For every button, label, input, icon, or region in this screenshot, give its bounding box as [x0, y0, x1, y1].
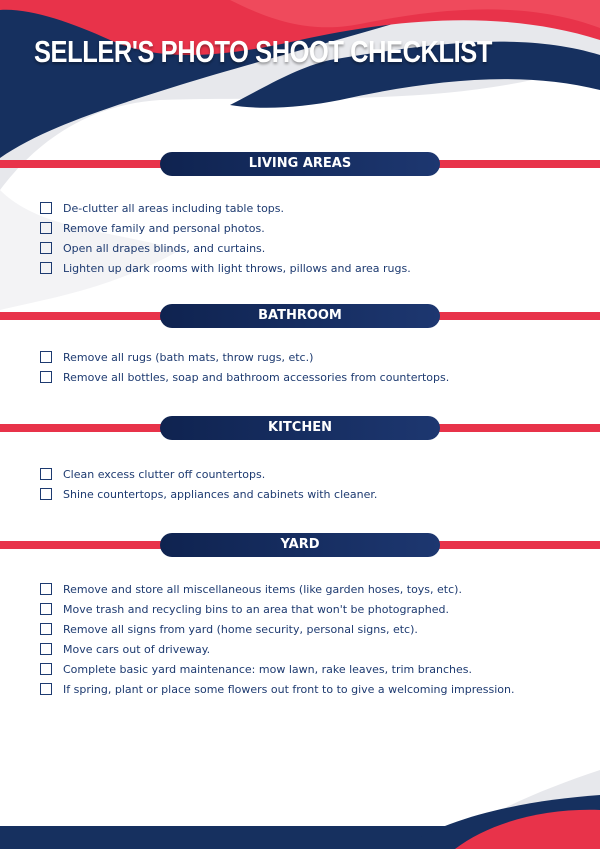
checkbox[interactable] — [40, 202, 52, 214]
item-label: If spring, plant or place some flowers out front to to give a welcoming impression. — [63, 682, 515, 696]
item-label: Open all drapes blinds, and curtains. — [63, 241, 266, 255]
checkbox[interactable] — [40, 663, 52, 675]
item-label: Lighten up dark rooms with light throws, pillows and area rugs. — [63, 261, 411, 275]
item-label: Remove all signs from yard (home security, personal signs, etc). — [63, 622, 418, 636]
section-title: KITCHEN — [160, 416, 440, 440]
section-header-kitchen — [0, 416, 600, 440]
checkbox[interactable] — [40, 623, 52, 635]
item-label: De-clutter all areas including table tops. — [63, 201, 285, 215]
checklist-yard — [40, 579, 515, 699]
checklist-item — [40, 599, 515, 619]
item-label: Clean excess clutter off countertops. — [63, 467, 266, 481]
item-label: Remove all rugs (bath mats, throw rugs, etc.) — [63, 350, 314, 364]
checklist-item — [40, 484, 377, 504]
item-label: Move trash and recycling bins to an area that won't be photographed. — [63, 602, 449, 616]
section-title: LIVING AREAS — [160, 152, 440, 176]
item-label: Remove all bottles, soap and bathroom accessories from countertops. — [63, 370, 450, 384]
checklist-item — [40, 238, 411, 258]
checklist-living-areas — [40, 198, 411, 278]
checklist-item — [40, 639, 515, 659]
checklist-item — [40, 679, 515, 699]
section-header-living-areas — [0, 152, 600, 176]
checkbox[interactable] — [40, 603, 52, 615]
checklist-bathroom — [40, 347, 449, 387]
checklist-item — [40, 347, 449, 367]
checklist-item — [40, 367, 449, 387]
checklist-item — [40, 619, 515, 639]
checklist-item — [40, 579, 515, 599]
checkbox[interactable] — [40, 242, 52, 254]
checkbox[interactable] — [40, 222, 52, 234]
page-title: SELLER'S PHOTO SHOOT CHECKLIST — [34, 34, 492, 69]
item-label: Remove family and personal photos. — [63, 221, 265, 235]
item-label: Complete basic yard maintenance: mow lawn, rake leaves, trim branches. — [63, 662, 472, 676]
checkbox[interactable] — [40, 643, 52, 655]
checkbox[interactable] — [40, 468, 52, 480]
checklist-item — [40, 258, 411, 278]
section-header-yard — [0, 533, 600, 557]
section-header-bathroom — [0, 304, 600, 328]
checkbox[interactable] — [40, 683, 52, 695]
checklist-item — [40, 659, 515, 679]
checkbox[interactable] — [40, 488, 52, 500]
checkbox[interactable] — [40, 262, 52, 274]
item-label: Shine countertops, appliances and cabinets with cleaner. — [63, 487, 378, 501]
checklist-item — [40, 218, 411, 238]
checklist-item — [40, 464, 377, 484]
item-label: Remove and store all miscellaneous items (like garden hoses, toys, etc). — [63, 582, 462, 596]
checklist-item — [40, 198, 411, 218]
section-title: BATHROOM — [160, 304, 440, 328]
checkbox[interactable] — [40, 583, 52, 595]
item-label: Move cars out of driveway. — [63, 642, 211, 656]
checklist-kitchen — [40, 464, 377, 504]
checkbox[interactable] — [40, 351, 52, 363]
section-title: YARD — [160, 533, 440, 557]
checkbox[interactable] — [40, 371, 52, 383]
